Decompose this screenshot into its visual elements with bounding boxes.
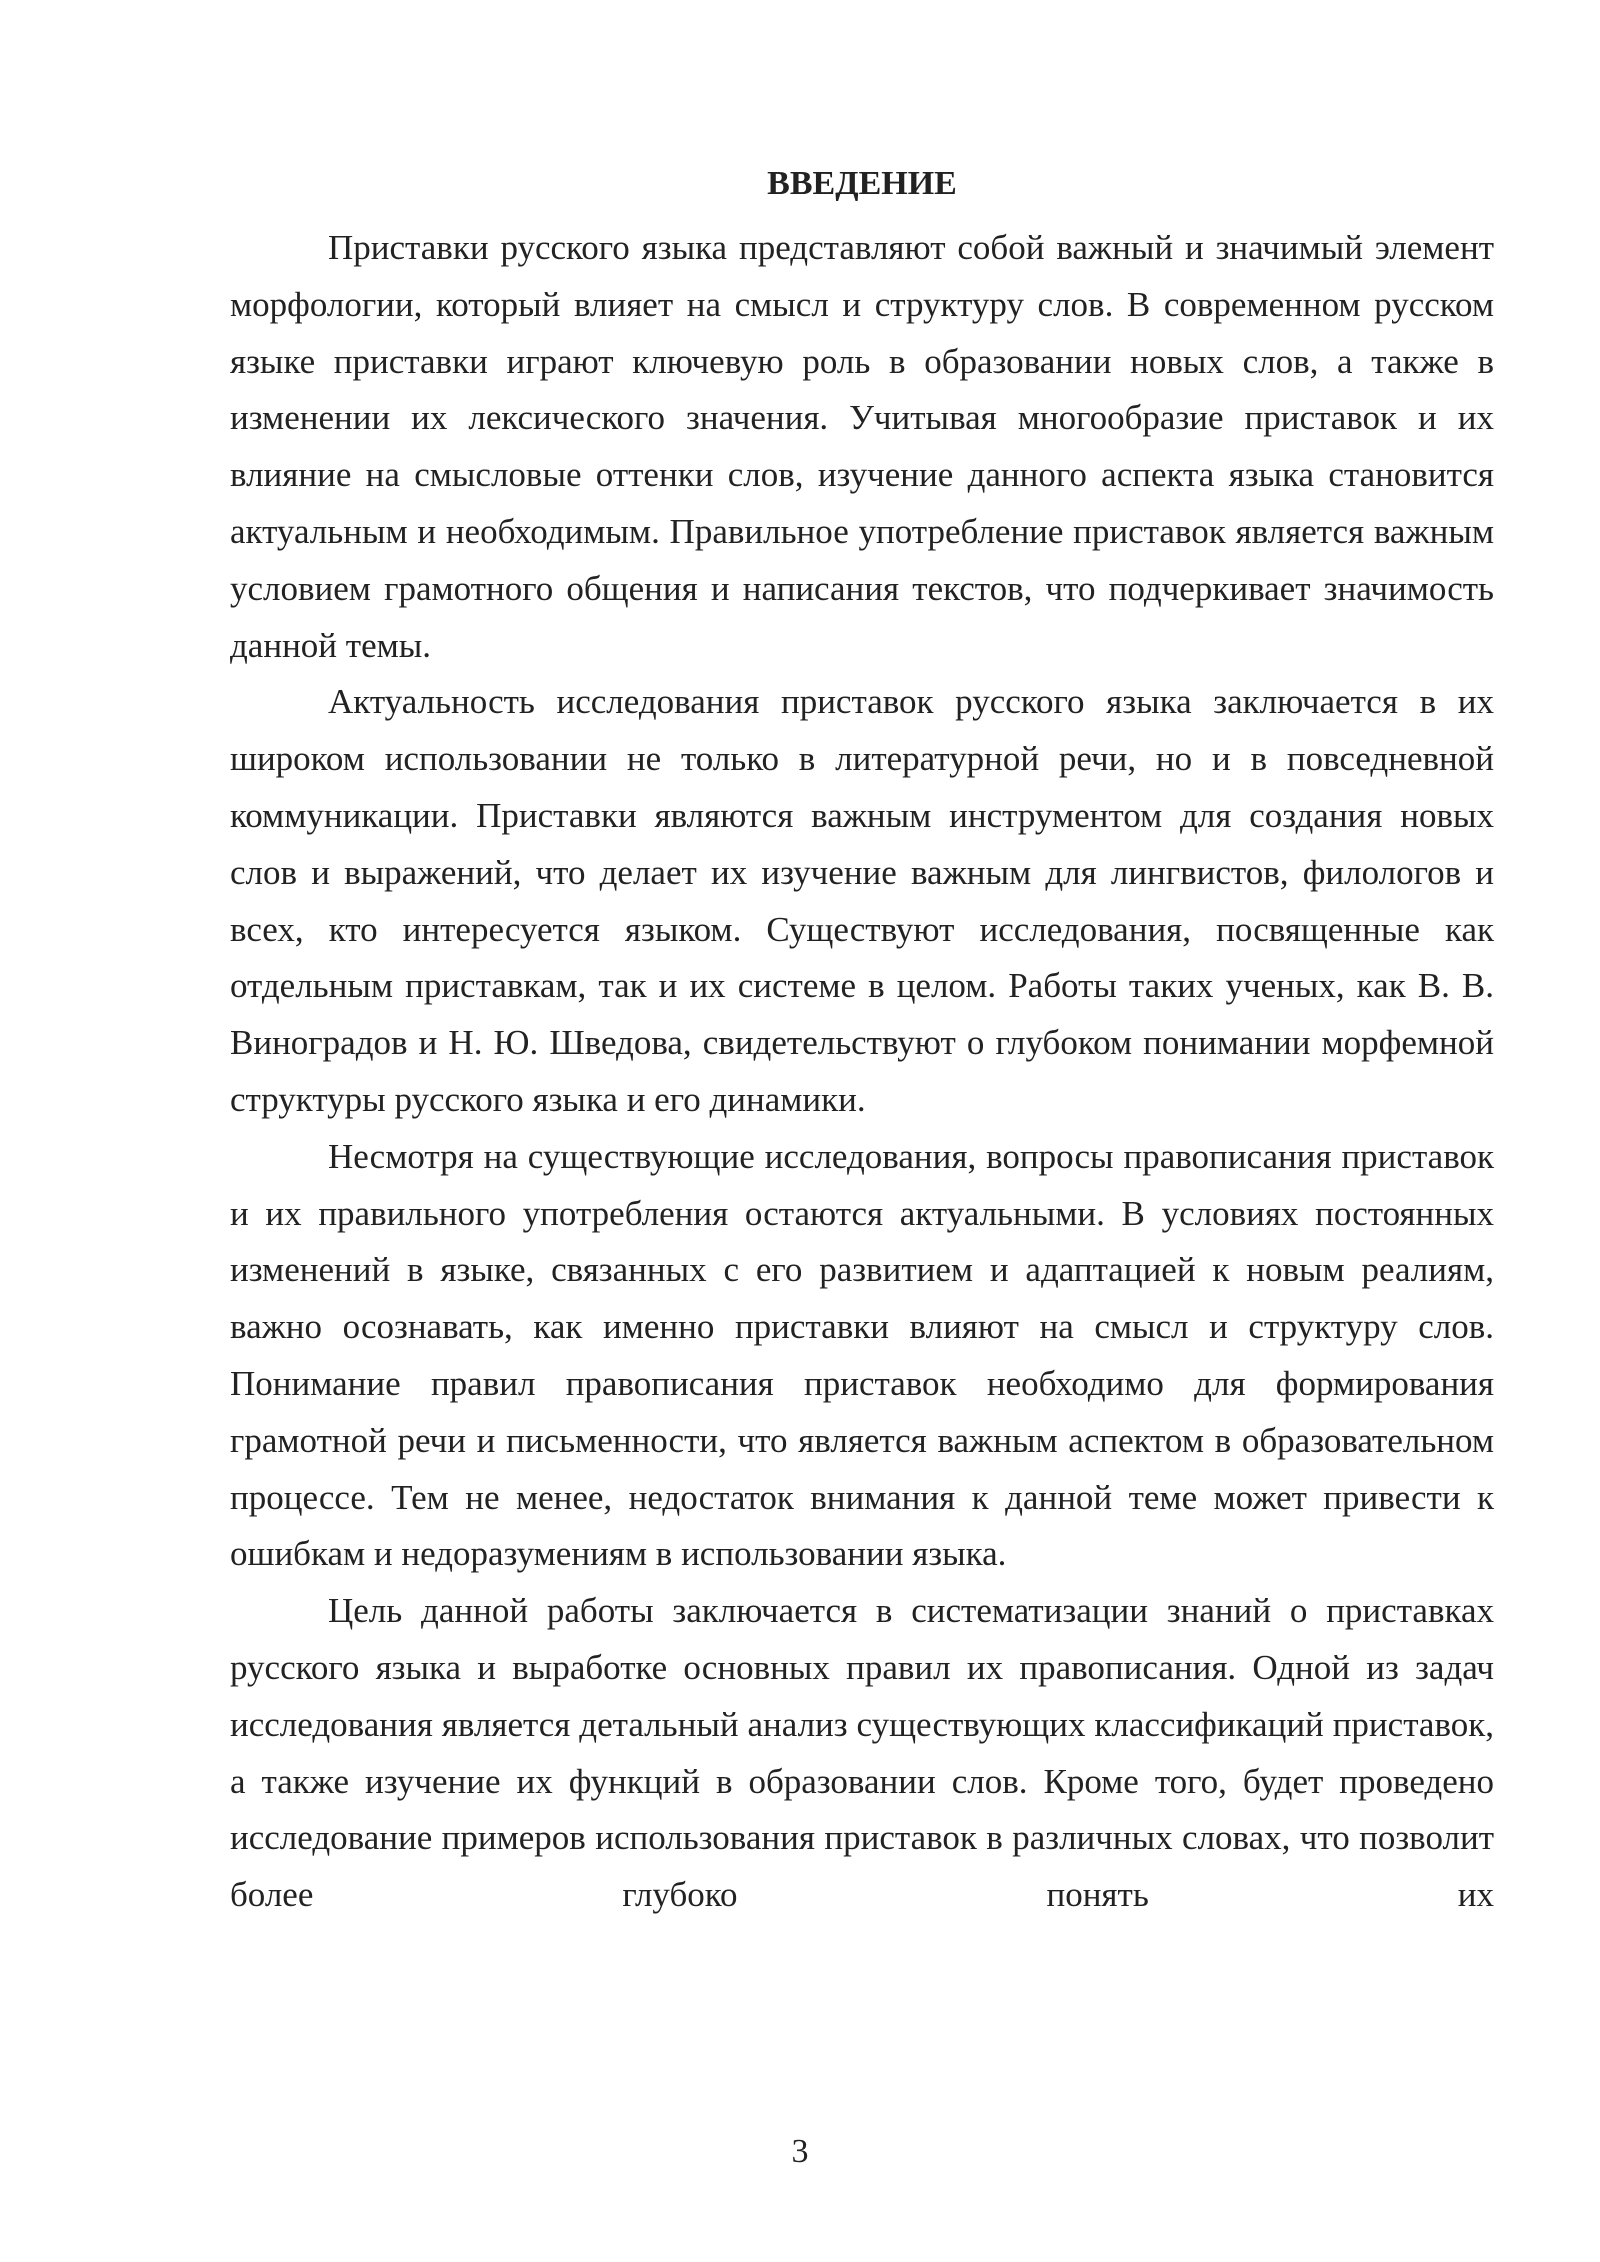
paragraph-3: Несмотря на существующие исследования, вопросы правописания приставок и их правильного употребления остаются актуальными. В условиях постоянных изменений в языке, связанных с его развитием и адаптацией к новым реалиям, важно осознавать, как именно приставки влияют на смысл и структуру слов. Понимание правил правописания приставок необходимо для формирования грамотной речи и письменности, что является важным аспектом в образовательном процессе. Тем не менее, недостаток внимания к данной теме может привести к ошибкам и недоразумениям в использовании языка.	[230, 1136, 1494, 1574]
section-heading: ВВЕДЕНИЕ	[767, 165, 957, 202]
page-content	[230, 160, 1494, 1924]
paragraph-1: Приставки русского языка представляют собой важный и значимый элемент морфологии, который влияет на смысл и структуру слов. В современном русском языке приставки играют ключевую роль в образовании новых слов, а также в изменении их лексического значения. Учитывая многообразие приставок и их влияние на смысловые оттенки слов, изучение данного аспекта языка становится актуальным и необходимым. Правильное употребление приставок является важным условием грамотного общения и написания текстов, что подчеркивает значимость данной темы.	[230, 228, 1494, 665]
paragraph-2: Актуальность исследования приставок русского языка заключается в их широком использовании не только в литературной речи, но и в повседневной коммуникации. Приставки являются важным инструментом для создания новых слов и выражений, что делает их изучение важным для лингвистов, филологов и всех, кто интересуется языком. Существуют исследования, посвященные как отдельным приставкам, так и их системе в целом. Работы таких ученых, как В. В. Виноградов и Н. Ю. Шведова, свидетельствуют о глубоком понимании морфемной структуры русского языка и его динамики.	[230, 682, 1494, 1119]
paragraph-4: Цель данной работы заключается в систематизации знаний о приставках русского языка и выработке основных правил их правописания. Одной из задач исследования является детальный анализ существующих классификаций приставок, а также изучение их функций в образовании слов. Кроме того, будет проведено исследование примеров использования приставок в различных словах, что позволит более глубоко понять их	[230, 1591, 1494, 1915]
page-number: 3	[791, 2133, 809, 2170]
